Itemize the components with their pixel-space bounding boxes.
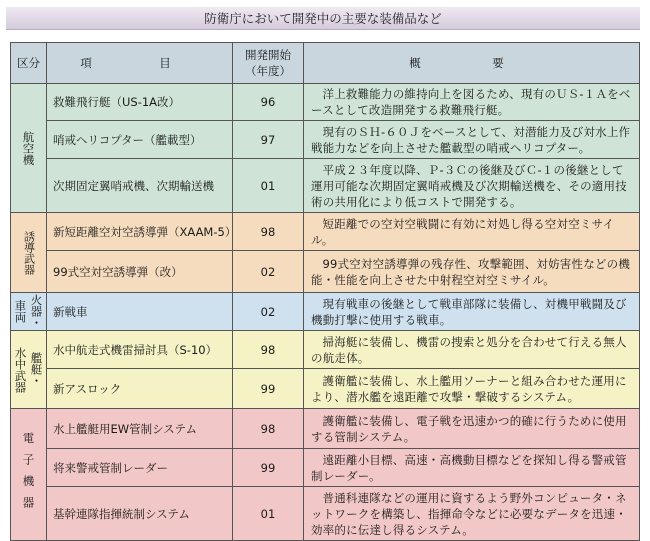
summary-cell: 護衛艦に装備し、水上艦用ソーナーと組み合わせた運用により、潜水艦を遠距離で攻撃・撃破するシステム。 bbox=[304, 369, 640, 409]
year-cell: 02 bbox=[233, 293, 304, 331]
year-cell: 01 bbox=[233, 487, 304, 541]
summary-cell: 普通科連隊などの運用に資するよう野外コンピュータ・ネットワークを構築し、指揮命令などに必要なデータを迅速・効率的に伝達し得るシステム。 bbox=[304, 487, 640, 541]
year-cell: 98 bbox=[233, 409, 304, 449]
year-cell: 98 bbox=[233, 331, 304, 369]
summary-cell: 掃海艇に装備し、機雷の捜索と処分を合わせて行える無人の航走体。 bbox=[304, 331, 640, 369]
summary-cell: 洋上救難能力の維持向上を図るため、現有のＵＳ-１Ａをベースとして改造開発する救難飛行艇。 bbox=[304, 84, 640, 121]
summary-cell: 現有戦車の後継として戦車部隊に装備し、対機甲戦闘及び機動打撃に使用する戦車。 bbox=[304, 293, 640, 331]
project-cell: 水中航走式機雷掃討具（S-10） bbox=[47, 331, 233, 369]
project-cell: 救難飛行艇（US-1A改） bbox=[47, 84, 233, 121]
table-row bbox=[11, 213, 640, 251]
project-cell: 新アスロック bbox=[47, 369, 233, 409]
year-cell: 99 bbox=[233, 369, 304, 409]
project-cell: 新戦車 bbox=[47, 293, 233, 331]
table-row bbox=[11, 487, 640, 541]
category-vehicle: 車両 火器・ bbox=[11, 293, 47, 331]
year-cell: 02 bbox=[233, 251, 304, 293]
table-title bbox=[6, 7, 640, 30]
table-row bbox=[11, 409, 640, 449]
table-title-text: 防衛庁において開発中の主要な装備品など bbox=[204, 11, 442, 26]
header-project: 項 目 bbox=[47, 43, 233, 84]
project-cell: 新短距離空対空誘導弾（XAAM-5） bbox=[47, 213, 233, 251]
year-cell: 96 bbox=[233, 84, 304, 121]
category-aircraft: 航空機 bbox=[11, 84, 47, 213]
summary-cell: 短距離での空対空戦闘に有効に対処し得る空対空ミサイル。 bbox=[304, 213, 640, 251]
year-cell: 99 bbox=[233, 449, 304, 487]
summary-cell: 平成２３年度以降、Ｐ-３Ｃの後継及びＣ-１の後継として運用可能な次期固定翼哨戒機及び次期輸送機を、その適用技術の共用化により低コストで開発する。 bbox=[304, 159, 640, 213]
table-row bbox=[11, 121, 640, 159]
project-cell: 哨戒ヘリコプター（艦載型） bbox=[47, 121, 233, 159]
project-cell: 水上艦艇用EW管制システム bbox=[47, 409, 233, 449]
project-cell: 次期固定翼哨戒機、次期輸送機 bbox=[47, 159, 233, 213]
header-category: 区分 bbox=[11, 43, 47, 84]
project-cell: 将来警戒管制レーダー bbox=[47, 449, 233, 487]
table-row bbox=[11, 331, 640, 369]
equipment-table bbox=[10, 42, 640, 541]
table-row bbox=[11, 251, 640, 293]
year-cell: 98 bbox=[233, 213, 304, 251]
summary-cell: 現有のＳＨ-６０Ｊをベースとして、対潜能力及び対水上作戦能力などを向上させた艦載型の哨戒ヘリコプター。 bbox=[304, 121, 640, 159]
project-cell: 基幹連隊指揮統制システム bbox=[47, 487, 233, 541]
table-row bbox=[11, 369, 640, 409]
year-cell: 01 bbox=[233, 159, 304, 213]
table-row bbox=[11, 293, 640, 331]
header-year: 開発開始 （年度） bbox=[233, 43, 304, 84]
header-row bbox=[11, 43, 640, 84]
table-row bbox=[11, 449, 640, 487]
category-electronic: 電子機器 bbox=[11, 409, 47, 541]
category-ship: 水中武器 艦艇・ bbox=[11, 331, 47, 409]
project-cell: 99式空対空誘導弾（改） bbox=[47, 251, 233, 293]
year-cell: 97 bbox=[233, 121, 304, 159]
header-summary: 概 要 bbox=[304, 43, 640, 84]
summary-cell: 護衛艦に装備し、電子戦を迅速かつ的確に行うために使用する管制システム。 bbox=[304, 409, 640, 449]
summary-cell: 遠距離小目標、高速・高機動目標などを探知し得る警戒管制レーダー。 bbox=[304, 449, 640, 487]
summary-cell: 99式空対空誘導弾の残存性、攻撃範囲、対妨害性などの機能・性能を向上させた中射程空対空ミサイル。 bbox=[304, 251, 640, 293]
category-missile: 誘導武器 bbox=[11, 213, 47, 293]
table-row bbox=[11, 159, 640, 213]
table-row bbox=[11, 84, 640, 121]
